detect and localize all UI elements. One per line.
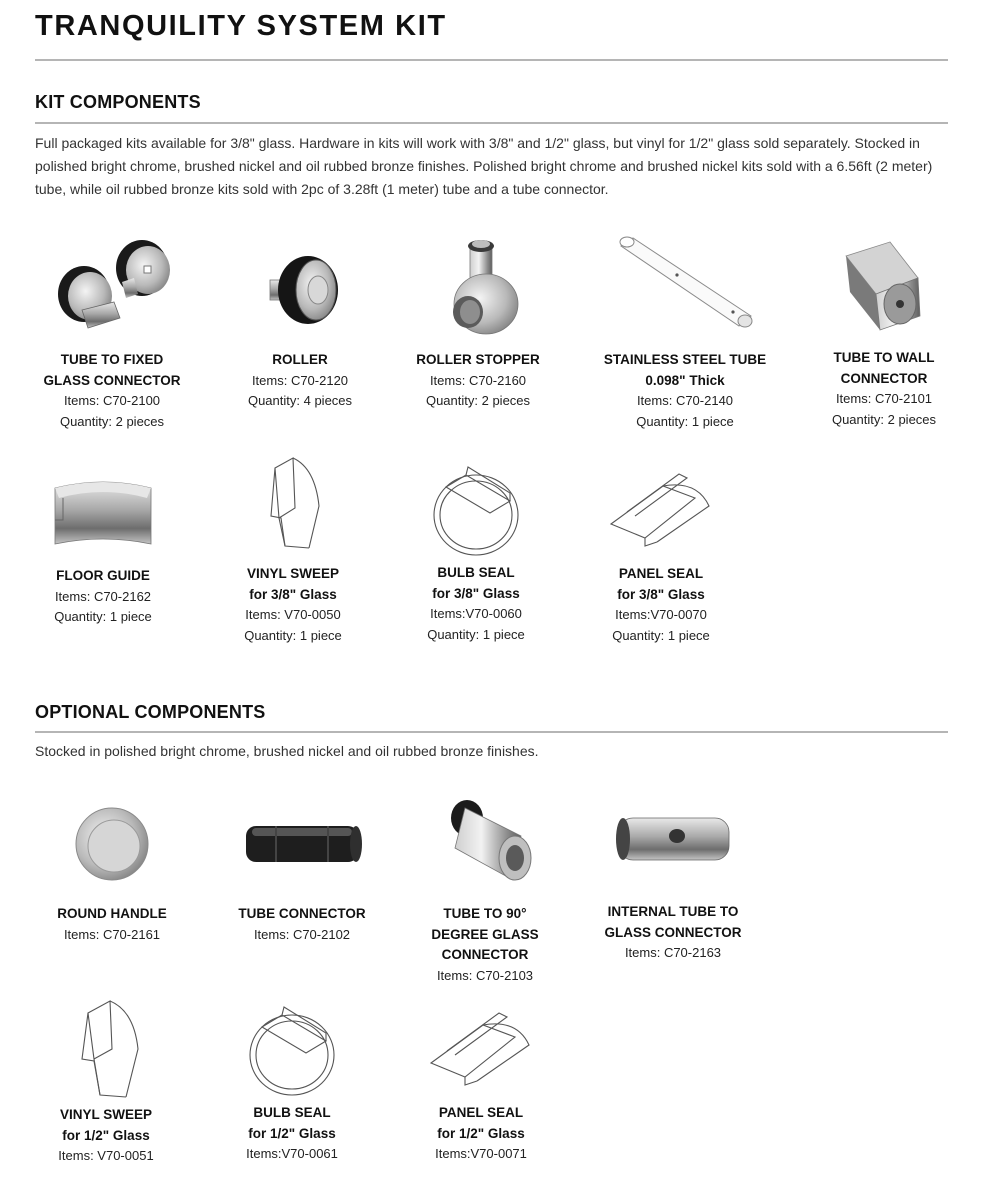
item-quantity: Quantity: 2 pieces: [425, 393, 531, 408]
optional-item-panel-seal: [391, 985, 571, 1165]
item-name-line: PANEL SEAL: [438, 1105, 524, 1120]
kit-description: Full packaged kits available for 3/8" glass. Hardware in kits will work with 3/8" and 1/2" glass, but vinyl for 1/2" glass sold separately. Stocked in polished bright chrome, brushed nickel and oil rubbed bronze finishes. Polished bright chrome and brushed nickel kits sold with a 6.56ft (2 meter) tube, while oil rubbed bronze kits sold with 2pc of 3.28ft (1 meter) tube and a tube connector.: [35, 135, 933, 197]
item-number: Items:V70-0061: [246, 1146, 338, 1161]
item-quantity: Quantity: 1 piece: [244, 627, 342, 643]
item-name-line: for 3/8" Glass: [617, 586, 705, 602]
item-name-line: for 1/2" Glass: [248, 1125, 336, 1141]
kit-item-roller-stopper: [388, 232, 568, 412]
item-number: Items:V70-0070: [615, 607, 707, 622]
item-number: Items: C70-2160: [429, 372, 527, 388]
optional-item-tube-connector: [212, 786, 392, 945]
item-number: Items: C70-2120: [251, 372, 349, 388]
kit-item-floor-guide: [13, 448, 193, 628]
item-number: Items: V70-0050: [245, 607, 341, 622]
panel-seal-icon: [591, 446, 731, 564]
kit-item-stainless-steel-tube: [595, 232, 775, 432]
item-number: Items: C70-2103: [436, 967, 534, 983]
item-number: Items: C70-2102: [253, 926, 351, 942]
vinyl-sweep-icon: [36, 987, 176, 1105]
page-title: TRANQUILITY SYSTEM KIT: [35, 10, 447, 42]
item-name-line: 0.098" Thick: [645, 372, 725, 388]
vinyl-sweep-icon: [223, 446, 363, 564]
kit-components-divider: [35, 122, 948, 124]
item-name-line: FLOOR GUIDE: [56, 568, 150, 583]
item-name-line: TUBE TO 90°: [443, 906, 527, 921]
item-name-line: GLASS CONNECTOR: [43, 372, 181, 388]
item-name-line: INTERNAL TUBE TO: [607, 904, 739, 919]
optional-item-vinyl-sweep: [16, 987, 196, 1167]
roller-stopper-icon: [408, 232, 548, 350]
item-name-line: BULB SEAL: [253, 1105, 331, 1120]
round-handle-icon: [42, 786, 182, 904]
optional-components-divider: [35, 731, 948, 733]
item-name-line: ROLLER: [272, 352, 328, 367]
item-name-line: for 3/8" Glass: [249, 586, 337, 602]
item-name-line: TUBE TO WALL: [833, 350, 935, 365]
optional-item-tube-to-90-degree-glass-connector: [395, 786, 575, 986]
title-divider: [35, 59, 948, 61]
optional-item-round-handle: [22, 786, 202, 945]
item-name-line: for 3/8" Glass: [432, 585, 520, 601]
optional-item-internal-tube-to-glass-connector: [583, 784, 763, 964]
tube-to-fixed-glass-connector-icon: [42, 232, 182, 350]
item-number: Items: C70-2140: [636, 393, 734, 408]
item-quantity: Quantity: 1 piece: [54, 609, 152, 624]
item-name-line: DEGREE GLASS: [431, 926, 539, 942]
kit-item-panel-seal: [571, 446, 751, 646]
item-number: Items: V70-0051: [58, 1148, 154, 1163]
item-name-line: VINYL SWEEP: [246, 566, 340, 581]
item-number: Items: C70-2100: [63, 393, 161, 408]
optional-components-heading: OPTIONAL COMPONENTS: [35, 702, 266, 722]
kit-item-bulb-seal: [386, 445, 566, 645]
item-quantity: Quantity: 1 piece: [427, 626, 525, 642]
item-name-line: GLASS CONNECTOR: [604, 924, 742, 940]
item-name-line: for 1/2" Glass: [62, 1127, 150, 1143]
item-name-line: STAINLESS STEEL TUBE: [603, 352, 767, 367]
kit-item-tube-to-fixed-glass-connector: [22, 232, 202, 432]
kit-item-tube-to-wall-connector: [794, 230, 974, 430]
item-number: Items:V70-0060: [430, 606, 522, 621]
item-number: Items:V70-0071: [435, 1146, 527, 1161]
item-name-line: for 1/2" Glass: [437, 1125, 525, 1141]
item-quantity: Quantity: 1 piece: [612, 627, 710, 643]
item-name-line: VINYL SWEEP: [59, 1107, 153, 1122]
item-quantity: Quantity: 4 pieces: [247, 393, 353, 408]
tube-connector-icon: [232, 786, 372, 904]
item-name-line: ROLLER STOPPER: [416, 352, 540, 367]
tube-to-90-degree-glass-connector-icon: [415, 786, 555, 904]
item-number: Items: C70-2163: [624, 945, 722, 960]
item-number: Items: C70-2161: [63, 926, 161, 942]
stainless-steel-tube-icon: [615, 232, 755, 350]
kit-item-roller: [210, 232, 390, 412]
kit-item-vinyl-sweep: [203, 446, 383, 646]
floor-guide-icon: [33, 448, 173, 566]
kit-components-heading: KIT COMPONENTS: [35, 92, 201, 112]
item-name-line: ROUND HANDLE: [57, 906, 167, 921]
item-name-line: BULB SEAL: [437, 565, 515, 580]
item-name-line: CONNECTOR: [441, 947, 529, 962]
internal-tube-to-glass-connector-icon: [603, 784, 743, 902]
item-quantity: Quantity: 2 pieces: [59, 413, 165, 429]
optional-description: Stocked in polished bright chrome, brushed nickel and oil rubbed bronze finishes.: [35, 743, 539, 759]
tube-to-wall-connector-icon: [814, 230, 954, 348]
panel-seal-icon: [411, 985, 551, 1103]
item-name-line: PANEL SEAL: [618, 566, 704, 581]
optional-item-bulb-seal: [202, 985, 382, 1165]
bulb-seal-icon: [406, 445, 546, 563]
roller-icon: [230, 232, 370, 350]
item-name-line: TUBE CONNECTOR: [238, 906, 366, 921]
item-quantity: Quantity: 2 pieces: [831, 411, 937, 427]
item-quantity: Quantity: 1 piece: [636, 413, 734, 429]
item-number: Items: C70-2162: [54, 588, 152, 604]
item-name-line: CONNECTOR: [840, 370, 928, 386]
item-number: Items: C70-2101: [835, 391, 933, 406]
item-name-line: TUBE TO FIXED: [60, 352, 164, 367]
bulb-seal-icon: [222, 985, 362, 1103]
